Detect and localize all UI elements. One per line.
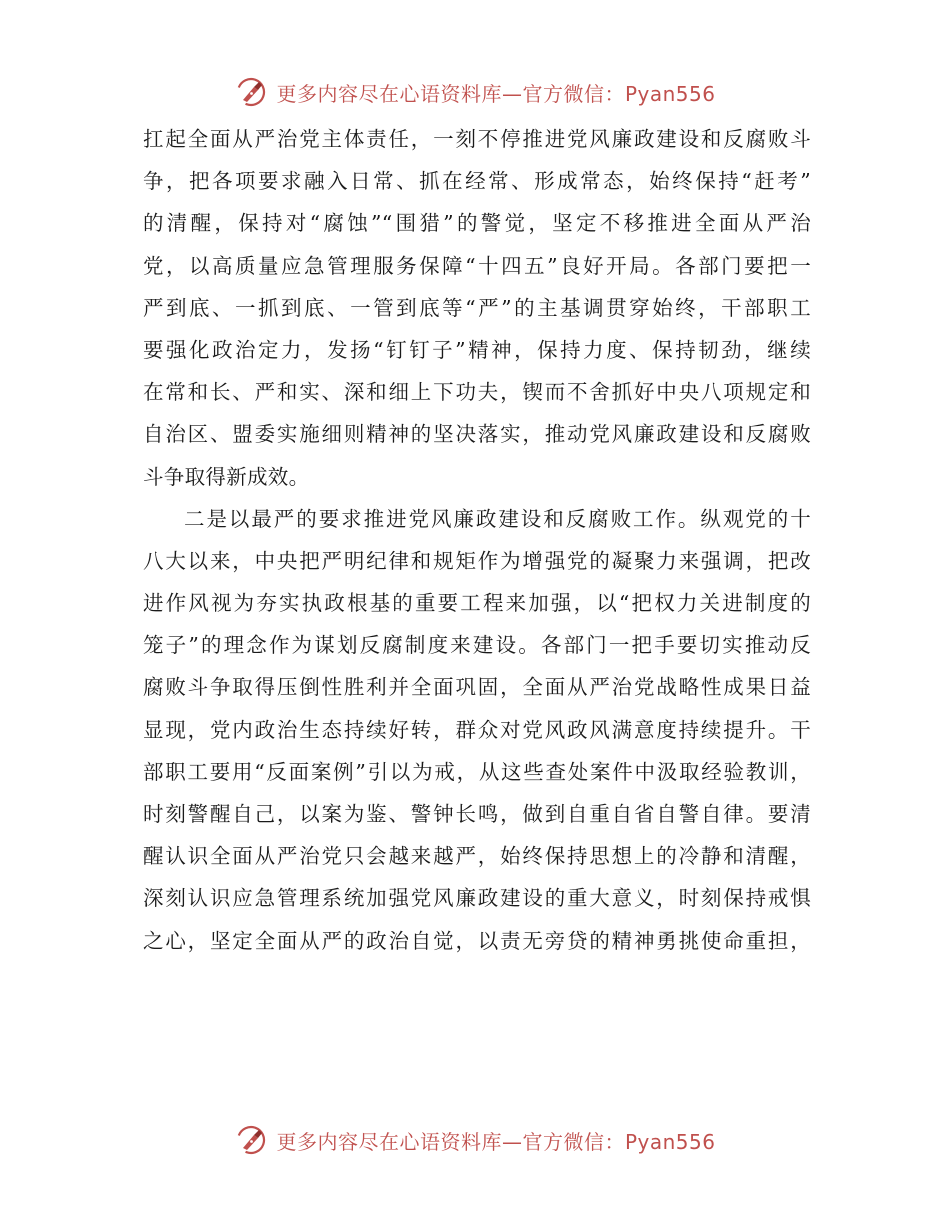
- body-line: 严到底、一抓到底、一管到底等“严”的主基调贯穿始终，干部职工: [143, 295, 811, 320]
- body-line: 自治区、盟委实施细则精神的坚决落实，推动党风廉政建设和反腐败: [143, 422, 811, 447]
- body-line: 时刻警醒自己，以案为鉴、警钟长鸣，做到自重自省自警自律。要清: [143, 802, 811, 826]
- body-line: 显现，党内政治生态持续好转，群众对党风政风满意度持续提升。干: [143, 717, 811, 742]
- body-line: 斗争取得新成效。: [143, 464, 310, 489]
- header-watermark-banner: [0, 72, 950, 112]
- body-line: 要强化政治定力，发扬“钉钉子”精神，保持力度、保持韧劲，继续: [143, 337, 811, 362]
- body-line: 醒认识全面从严治党只会越来越严，始终保持思想上的冷静和清醒，: [143, 844, 811, 869]
- body-line: 进作风视为夯实执政根基的重要工程来加强，以“把权力关进制度的: [143, 591, 811, 616]
- body-line: 之心，坚定全面从严的政治自觉，以责无旁贷的精神勇挑使命重担，: [143, 928, 811, 953]
- body-line: 八大以来，中央把严明纪律和规矩作为增强党的凝聚力来强调，把改: [143, 548, 811, 573]
- body-line: 争，把各项要求融入日常、抓在经常、形成常态，始终保持“赶考”: [143, 169, 811, 194]
- pen-nib-logo-icon: [234, 75, 268, 109]
- body-line: 腐败斗争取得压倒性胜利并全面巩固，全面从严治党战略性成果日益: [143, 675, 811, 700]
- body-line: 党，以高质量应急管理服务保障“十四五”良好开局。各部门要把一: [143, 253, 811, 278]
- footer-watermark-text: 更多内容尽在心语资料库—官方微信：Pyan556: [276, 1129, 716, 1154]
- body-line: 深刻认识应急管理系统加强党风廉政建设的重大意义，时刻保持戒惧: [143, 886, 811, 911]
- document-body: [143, 118, 811, 962]
- header-watermark-text: 更多内容尽在心语资料库—官方微信：Pyan556: [276, 81, 716, 106]
- pen-nib-logo-icon: [234, 1123, 268, 1157]
- body-line: 在常和长、严和实、深和细上下功夫，锲而不舍抓好中央八项规定和: [143, 380, 811, 405]
- body-line: 笼子”的理念作为谋划反腐制度来建设。各部门一把手要切实推动反: [143, 633, 811, 658]
- body-line: 部职工要用“反面案例”引以为戒，从这些查处案件中汲取经验教训，: [143, 759, 811, 784]
- footer-watermark-banner: [0, 1120, 950, 1160]
- body-line: 扛起全面从严治党主体责任，一刻不停推进党风廉政建设和反腐败斗: [143, 127, 811, 151]
- paragraph-start-line: 二是以最严的要求推进党风廉政建设和反腐败工作。纵观党的十: [184, 506, 811, 531]
- body-line: 的清醒，保持对“腐蚀”“围猎”的警觉，坚定不移推进全面从严治: [143, 211, 811, 236]
